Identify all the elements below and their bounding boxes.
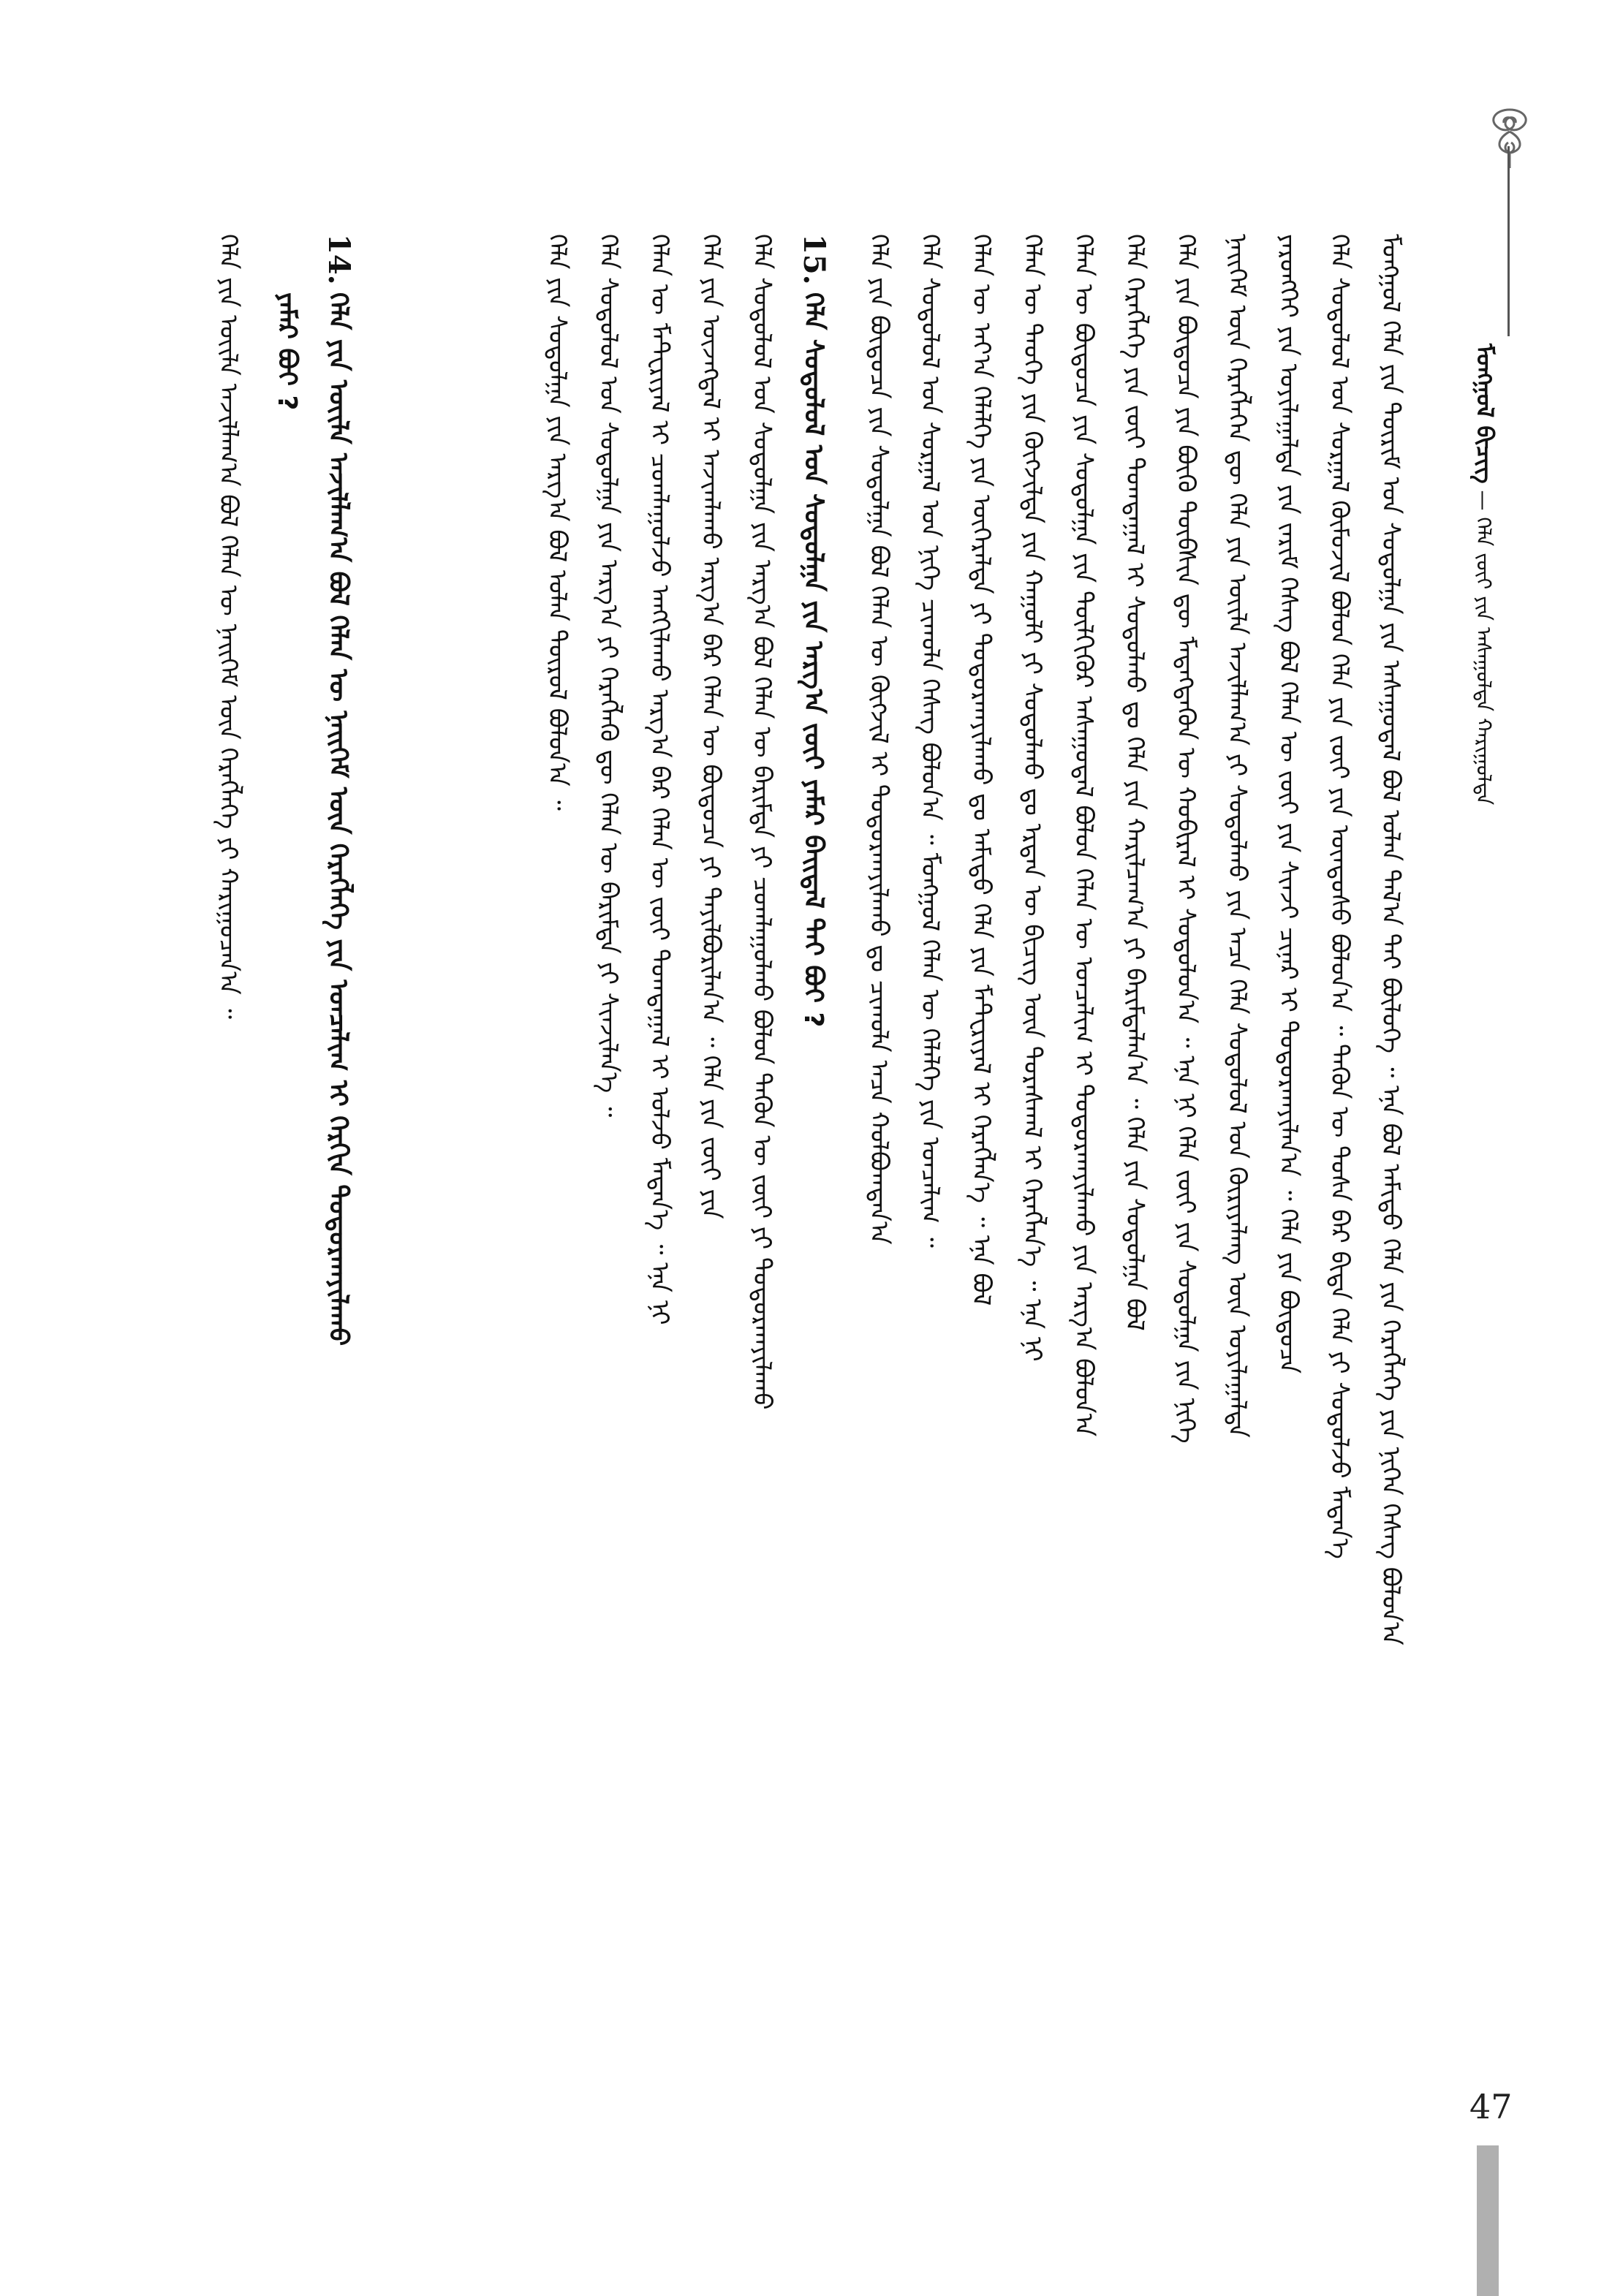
header-separator: — [1472, 490, 1496, 511]
answer-15-column-5: ᠬᠡᠯᠡ ᠶᠢᠨ ᠰᠤᠳᠤᠯᠭᠠ ᠶᠢᠨ ᠠᠷᠭ᠎ᠠ ᠪᠣᠯ ᠣᠯᠠᠨ ᠲᠦᠷᠦᠯ ᠪᠣᠯᠤᠨ᠎ᠠ ᠃ [542, 234, 572, 811]
body-column-10: ᠬᠡᠯᠡ ᠰᠤᠳᠤᠯᠤᠯ ᠤᠨ ᠰᠤᠷᠭᠠᠯ ᠤᠨ ᠨᠢᠭᠡ ᠴᠢᠬᠤᠯᠠ ᠬᠡᠰᠡᠭ ᠪᠣᠯᠤᠨ᠎ᠠ ᠃ ᠮᠣᠩᠭᠣᠯ ᠬᠡᠯᠡᠨ ᠦ ᠬᠡᠯᠡᠯᠭᠡ ᠶᠢᠨ ᠣᠨᠴᠠᠯᠢᠭ ᠃ [915, 234, 945, 1248]
question-15-number: 15. [797, 234, 831, 285]
header-rule [1507, 146, 1510, 336]
answer-14-text: ᠬᠡᠯᠡ ᠶᠢᠨ ᠦᠢᠯᠡ ᠠᠵᠢᠯᠯᠠᠭ᠎ᠠ ᠪᠣᠯ ᠬᠡᠯᠡᠨ ᠦ ᠨᠡᠢᠭᠡᠮ ᠦᠨ ᠬᠡᠷᠡᠭᠯᠡᠭᠡ ᠶᠢ ᠬᠠᠷᠢᠭᠤᠴᠠᠨ᠎ᠠ ᠃ [213, 234, 243, 1019]
question-15-text: ᠬᠡᠯᠡ ᠰᠤᠳᠤᠯᠤᠯ ᠤᠨ ᠰᠤᠳᠤᠯᠭᠠ ᠶᠢᠨ ᠠᠷᠭ᠎ᠠ ᠵᠦᠢ ᠶᠠᠮᠠᠷ ᠪᠠᠢᠳᠠᠯ ᠲᠠᠢ ᠪᠤᠢ ? [798, 292, 828, 1028]
header-subtitle: ᠬᠡᠯᠡ ᠵᠦᠢ ᠶᠢᠨ ᠠᠰᠠᠭᠤᠯᠲᠠ ᠬᠠᠷᠢᠭᠤᠯᠲᠠ [1472, 517, 1496, 806]
body-column-6: ᠬᠡᠯᠡ ᠬᠡᠷᠡᠭᠯᠡᠭᠡ ᠶᠢᠨ ᠵᠦᠢ ᠲᠣᠭᠲᠠᠭᠠᠯ ᠢ ᠰᠤᠳᠤᠯᠬᠤ ᠳᠤ ᠬᠡᠯᠡ ᠶᠢᠨ ᠬᠠᠷᠢᠯᠴᠠᠭ᠎ᠠ ᠶᠢ ᠪᠠᠷᠢᠮᠲᠠᠯᠠᠨ᠎ᠠ ᠃ ᠬᠡᠯᠡ ᠶᠢᠨ ᠰᠤᠳᠤᠯᠭᠠ ᠪᠣᠯ [1120, 234, 1149, 1331]
body-column-5: ᠬᠡᠯᠡ ᠶᠢᠨ ᠪᠦᠲᠦᠴᠡ ᠶᠢᠨ ᠪᠦᠬᠦ ᠲᠦᠪᠰᠢᠨ ᠳᠦ ᠮᠡᠳᠡᠭᠳᠡᠬᠦᠨ ᠦ ᠬᠤᠪᠢᠷᠠᠯ ᠢ ᠰᠤᠳᠤᠯᠤᠨ᠎ᠠ ᠃ ᠡᠨᠡ ᠨᠢ ᠬᠡᠯᠡ ᠵᠦᠢ ᠶᠢᠨ ᠰᠤᠳᠤᠯᠭᠠ ᠶᠢᠨ ᠨᠢᠭᠡ [1171, 234, 1200, 1444]
header-title: ᠮᠣᠩᠭᠣᠯ ᠪᠢᠴᠢᠭ᠌ [1471, 344, 1499, 484]
answer-15-column-3: ᠬᠡᠯᠡᠨ ᠦ ᠮᠠᠲ᠋ᠸᠷᠢᠶᠠᠯ ᠢ ᠴᠤᠭᠯᠠᠭᠤᠯᠵᠤ ᠠᠩᠭᠢᠯᠠᠬᠤ ᠠᠷᠭ᠎ᠠ ᠪᠠᠷ ᠬᠡᠯᠡᠨ ᠦ ᠵᠦᠢ ᠲᠣᠭᠲᠠᠭᠠᠯ ᠢ ᠣᠯᠵᠤ ᠮᠡᠳᠡᠨ᠎ᠡ ᠃ ᠡᠨᠡ ᠨᠢ [645, 234, 674, 1325]
body-column-2: ᠬᠡᠯᠡ ᠰᠤᠳᠤᠯᠤᠯ ᠤᠨ ᠰᠤᠷᠭᠠᠯ ᠬᠦᠮᠦᠵᠢᠯ ᠪᠣᠯᠤᠨ ᠬᠡᠯᠡ ᠶᠢᠨ ᠵᠦᠢ ᠶᠢᠨ ᠦᠨᠳᠦᠰᠦ ᠪᠣᠯᠤᠨ᠎ᠠ ᠃ ᠲᠡᠭᠦᠨ ᠦ ᠲᠤᠰᠠ ᠪᠠᠷ ᠪᠢᠳᠡ ᠬᠡᠯᠡ ᠶᠢ ᠰᠤᠳᠤᠯᠵᠤ ᠮᠡᠳᠡᠨ᠎ᠡ [1325, 234, 1354, 1559]
body-column-9: ᠬᠡᠯᠡᠨ ᠦ ᠠᠶ᠎ᠠ ᠬᠡᠯᠡᠯᠭᠡ ᠶᠢᠨ ᠥᠭᠡᠷᠡᠯᠲᠡ ᠶᠢ ᠲᠣᠳᠤᠷᠬᠠᠶᠢᠯᠠᠬᠤ ᠳᠤ ᠠᠮᠢᠳᠤ ᠬᠡᠯᠡ ᠶᠢᠨ ᠮᠠᠲ᠋ᠸᠷᠢᠶᠠᠯ ᠢ ᠬᠡᠷᠡᠭᠯᠡᠨ᠎ᠡ ᠃ ᠡᠨᠡ ᠪᠣᠯ [966, 234, 996, 1306]
body-column-8: ᠬᠡᠯᠡᠨ ᠦ ᠲᠡᠦᠬᠡ ᠶᠢᠨ ᠬᠥᠭᠵᠢᠯᠲᠡ ᠶᠢᠨ ᠬᠠᠭᠤᠯᠢ ᠶᠢ ᠰᠤᠳᠤᠯᠬᠤ ᠳᠤ ᠡᠷᠲᠡᠨ ᠦ ᠪᠢᠴᠢᠭ ᠦᠨ ᠳᠤᠷᠠᠰᠬᠠᠯ ᠢ ᠬᠡᠷᠡᠭᠯᠡᠨ᠎ᠡ ᠃ ᠡᠨᠡ ᠨᠢ [1018, 234, 1047, 1362]
ornament-icon [1473, 102, 1546, 168]
question-14-number: 14. [322, 234, 356, 285]
answer-15-column-2: ᠬᠡᠯᠡ ᠶᠢᠨ ᠦᠵᠡᠭᠳᠡᠯ ᠢ ᠠᠵᠢᠭᠯᠠᠬᠤ ᠠᠷᠭ᠎ᠠ ᠪᠠᠷ ᠬᠡᠯᠡᠨ ᠦ ᠪᠦᠲᠦᠴᠡ ᠶᠢ ᠲᠠᠶᠢᠯᠪᠤᠷᠢᠯᠠᠨ᠎ᠠ ᠃ ᠬᠡᠯᠡ ᠶᠢᠨ ᠵᠦᠢ ᠶᠢᠨ [696, 234, 725, 1219]
body-column-11: ᠬᠡᠯᠡ ᠶᠢᠨ ᠪᠦᠲᠦᠴᠡ ᠶᠢᠨ ᠰᠤᠳᠤᠯᠭᠠ ᠪᠣᠯ ᠬᠡᠯᠡᠨ ᠦ ᠬᠥᠭᠵᠢᠯ ᠢ ᠲᠣᠳᠤᠷᠬᠠᠶᠢᠯᠠᠬᠤ ᠳᠤ ᠴᠢᠬᠤᠯᠠ ᠠᠴᠠ ᠬᠣᠯᠪᠣᠭᠳᠠᠨ᠎ᠠ [864, 234, 893, 1245]
page-number: 47 [1469, 2087, 1513, 2126]
running-header [1469, 344, 1510, 1586]
answer-15-column-1: ᠬᠡᠯᠡ ᠰᠤᠳᠤᠯᠤᠯ ᠤᠨ ᠰᠤᠳᠤᠯᠭᠠ ᠶᠢᠨ ᠠᠷᠭ᠎ᠠ ᠪᠣᠯ ᠬᠡᠯᠡᠨ ᠦ ᠪᠠᠷᠢᠮᠲᠠ ᠶᠢ ᠴᠤᠭᠯᠠᠭᠤᠯᠬᠤ ᠪᠣᠯᠤᠨ ᠲᠡᠭᠦᠨ ᠦ ᠵᠦᠢ ᠶᠢ ᠲᠣᠳᠤᠷᠬᠠᠶᠢᠯᠠᠬᠤ [747, 234, 776, 1410]
answer-15-column-4: ᠬᠡᠯᠡ ᠰᠤᠳᠤᠯᠤᠯ ᠤᠨ ᠰᠤᠳᠤᠯᠭᠠ ᠶᠢᠨ ᠠᠷᠭ᠎ᠠ ᠶᠢ ᠬᠡᠷᠡᠭᠯᠡᠬᠦ ᠳᠦ ᠬᠡᠯᠡᠨ ᠦ ᠪᠠᠷᠢᠮᠲᠠ ᠶᠢ ᠰᠢᠨᠵᠢᠯᠡᠨ᠎ᠡ ᠃ [594, 234, 623, 1118]
body-column-7: ᠬᠡᠯᠡᠨ ᠦ ᠪᠦᠲᠦᠴᠡ ᠶᠢᠨ ᠰᠤᠳᠤᠯᠭᠠ ᠶᠢᠨ ᠲᠦᠯᠬᠢᠭᠦᠷ ᠠᠰᠠᠭᠤᠳᠠᠯ ᠪᠣᠯᠤᠨ ᠬᠡᠯᠡᠨ ᠦ ᠣᠨᠴᠠᠯᠢᠭ ᠢ ᠲᠣᠳᠤᠷᠬᠠᠶᠢᠯᠠᠬᠤ ᠶᠢᠨ ᠠᠷᠭ᠎ᠠ ᠪᠣᠯᠤᠨ᠎ᠠ [1069, 234, 1098, 1437]
body-column-3: ᠶᠡᠷᠦᠩᠬᠡᠢ ᠶᠢᠨ ᠣᠶᠢᠯᠠᠭᠠᠯᠲᠠ ᠶᠢᠨ ᠵᠠᠷᠢᠮ ᠬᠡᠰᠡᠭ ᠪᠣᠯ ᠬᠡᠯᠡᠨ ᠦ ᠵᠦᠢ ᠶᠢᠨ ᠰᠢᠨᠵᠢ ᠴᠢᠨᠠᠷ ᠢ ᠲᠣᠳᠤᠷᠬᠠᠶᠢᠯᠠᠨ᠎ᠠ ᠃ ᠬᠡᠯᠡ ᠶᠢᠨ ᠪᠦᠲᠦᠴᠡ [1274, 234, 1303, 1374]
page-edge-tab [1477, 2145, 1499, 2296]
body-column-1: ᠮᠣᠩᠭᠣᠯ ᠬᠡᠯᠡ ᠶᠢᠨ ᠳᠦᠷᠢᠮ ᠤᠨ ᠰᠤᠳᠤᠯᠭᠠ ᠶᠢᠨ ᠠᠰᠠᠭᠤᠳᠠᠯ ᠪᠣᠯ ᠣᠯᠠᠨ ᠲᠠᠯ᠎ᠠ ᠲᠠᠢ ᠪᠦᠯᠦᠭᠡ ᠃ ᠡᠨᠡ ᠪᠣᠯ ᠠᠮᠢᠳᠤ ᠬᠡᠯᠡ ᠶᠢᠨ ᠬᠡᠷᠡᠭᠯᠡᠭᠡ ᠶᠢᠨ ᠨᠢᠭᠡᠨ ᠬᠡᠰᠡᠭ ᠪᠣᠯᠤᠨ᠎ᠠ [1376, 234, 1405, 1645]
question-14-line-1: ᠬᠡᠯᠡ ᠶᠢᠨ ᠦᠢᠯᠡ ᠠᠵᠢᠯᠯᠠᠭ᠎ᠠ ᠪᠣᠯ ᠬᠡᠯᠡᠨ ᠦ ᠨᠡᠢᠭᠡᠮ ᠦᠨ ᠬᠡᠷᠡᠭᠯᠡᠭᠡ ᠶᠢᠨ ᠣᠨᠴᠠᠯᠢᠭ ᠢ ᠬᠡᠷᠬᠢᠨ ᠲᠣᠳᠤᠷᠬᠠᠶᠢᠯᠠᠬᠤ [323, 292, 353, 1346]
question-14-line-2: ᠶᠠᠮᠠᠷ ᠪᠤᠢ ? [272, 292, 302, 411]
body-column-4: ᠨᠡᠢᠭᠡᠮ ᠦᠨ ᠬᠡᠷᠡᠭᠯᠡᠭᠡᠨ ᠳᠦ ᠬᠡᠯᠡ ᠶᠢᠨ ᠦᠢᠯᠡ ᠠᠵᠢᠯᠯᠠᠭ᠎ᠠ ᠶᠢ ᠰᠤᠳᠤᠯᠬᠤ ᠶᠢᠨ ᠠᠴᠠ ᠬᠡᠯᠡ ᠰᠤᠳᠤᠯᠤᠯ ᠤᠨ ᠬᠦᠷᠢᠶᠡᠯᠡᠩ ᠦᠨ ᠣᠶᠢᠯᠠᠭᠠᠯᠲᠠ [1222, 234, 1252, 1438]
